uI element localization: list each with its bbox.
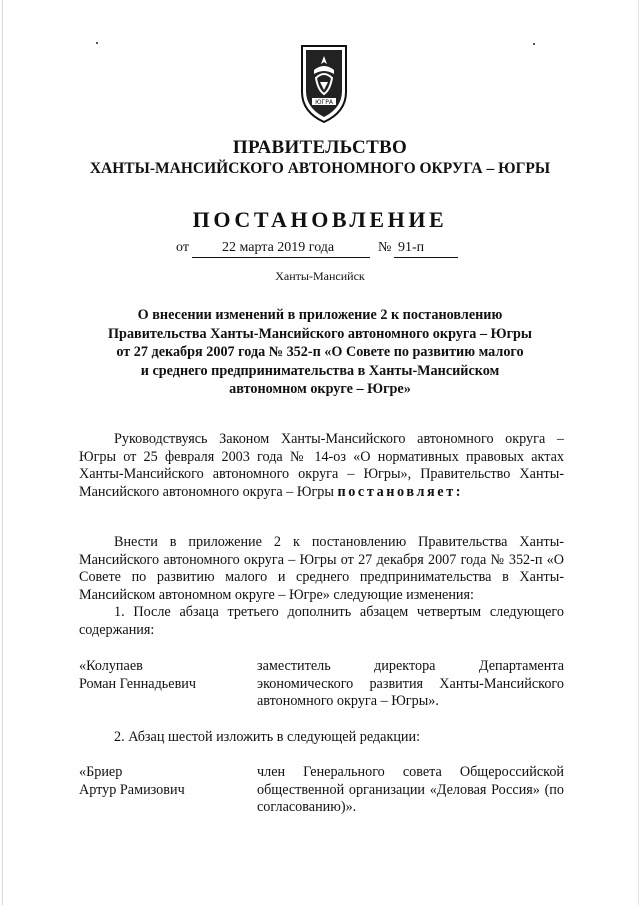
page-edge xyxy=(2,0,3,905)
preamble-paragraph xyxy=(79,431,564,501)
item-2-paragraph: 2. Абзац шестой изложить в следующей редакции: xyxy=(114,729,421,745)
member-name xyxy=(79,658,244,693)
subject-line: Правительства Ханты-Мансийского автономного округа – Югры xyxy=(108,325,532,342)
document-date: 22 марта 2019 года xyxy=(222,240,335,255)
member-role: член Генерального совета Общероссийской общественной организации «Деловая Россия» (по согласованию)». xyxy=(257,764,564,815)
decree-word: постановляет: xyxy=(337,483,464,500)
intro-paragraph: Внести в приложение 2 к постановлению Правительства Ханты-Мансийского автономного округа – Югры от 27 декабря 2007 года № 352-п «О Совете по развитию малого и среднего предпринимательства в Ханты-Мансийском автономном округе – Югре» следующие изменения: xyxy=(79,534,564,603)
date-underline xyxy=(192,257,370,258)
number-underline xyxy=(394,257,458,258)
member-surname: «Колупаев xyxy=(79,658,143,674)
member-role: заместитель директора Департамента экономического развития Ханты-Мансийского автономного округа – Югры». xyxy=(257,658,564,709)
number-prefix: № xyxy=(378,240,392,255)
page-edge xyxy=(638,0,639,905)
member-surname: «Бриер xyxy=(79,764,123,780)
member-given-name: Роман Геннадьевич xyxy=(79,675,196,692)
date-number-line xyxy=(0,240,640,262)
preamble-text: Руководствуясь Законом Ханты-Мансийского автономного округа – Югры от 25 февраля 2003 года № 14-оз «О нормативных правовых актах Ханты-Мансийского автономного округа – Югры», Правительство Ханты-Мансийского автономного округа – Югры xyxy=(79,431,564,500)
emblem-label: ЮГРА xyxy=(315,99,333,106)
council-member-entry xyxy=(79,658,564,712)
city-label: Ханты-Мансийск xyxy=(275,269,365,283)
subject-line: О внесении изменений в приложение 2 к постановлению xyxy=(137,307,503,323)
council-member-entry xyxy=(79,764,564,818)
subject-line: от 27 декабря 2007 года № 352-п «О Совете по развитию малого xyxy=(116,344,524,361)
scan-speck xyxy=(533,43,535,45)
coat-of-arms-emblem xyxy=(296,40,352,126)
government-subtitle: ХАНТЫ-МАНСИЙСКОГО АВТОНОМНОГО ОКРУГА – ЮГРЫ xyxy=(89,160,551,177)
document-subject xyxy=(90,306,550,399)
subject-line: и среднего предпринимательства в Ханты-Мансийском xyxy=(140,362,500,379)
document-number: 91-п xyxy=(398,240,425,255)
document-type-heading: ПОСТАНОВЛЕНИЕ xyxy=(192,207,448,232)
item-1-paragraph: 1. После абзаца третьего дополнить абзацем четвертым следующего содержания: xyxy=(79,604,564,638)
member-name xyxy=(79,764,244,799)
subject-line: автономном округе – Югре» xyxy=(229,381,411,398)
member-given-name: Артур Рамизович xyxy=(79,781,185,798)
government-title: ПРАВИТЕЛЬСТВО xyxy=(232,137,408,158)
date-prefix: от xyxy=(176,240,189,255)
scan-speck xyxy=(96,42,98,44)
